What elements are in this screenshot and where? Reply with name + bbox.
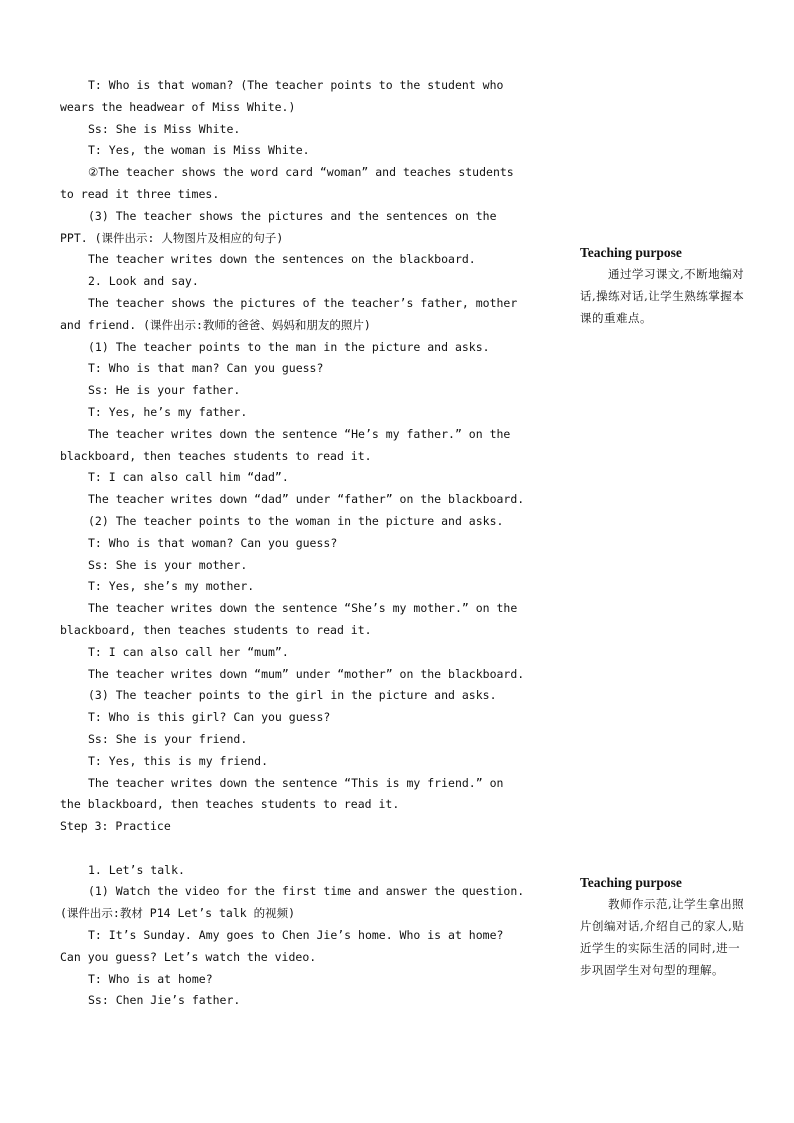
- paragraph: Ss: She is Miss White.: [88, 121, 241, 136]
- note-title: Teaching purpose: [580, 245, 682, 260]
- note-body: 教师作示范,让学生拿出照片创编对话,介绍自己的家人,贴近学生的实际生活的同时,进一步巩固学生对句型的理解。: [580, 897, 745, 977]
- teaching-purpose-note-1: [580, 243, 752, 329]
- paragraph: Ss: He is your father.: [88, 383, 241, 398]
- paragraph: T: Who is that woman? (The teacher points to the student who wears the headwear of Miss White.): [60, 78, 504, 114]
- paragraph: Ss: She is your mother.: [88, 557, 248, 572]
- paragraph: T: Yes, he’s my father.: [88, 404, 248, 419]
- paragraph: The teacher writes down the sentence “This is my friend.” on the blackboard, then teaches students to read it.: [60, 775, 504, 812]
- paragraph: The teacher writes down the sentence “She’s my mother.” on the blackboard, then teaches students to read it.: [60, 601, 518, 637]
- paragraph: (3) The teacher shows the pictures and the sentences on the PPT. (课件出示: 人物图片及相应的句子): [60, 208, 497, 245]
- paragraph: T: Who is this girl? Can you guess?: [88, 710, 331, 725]
- paragraph: 2. Look and say.: [88, 274, 199, 289]
- paragraph: T: I can also call him “dad”.: [88, 470, 289, 485]
- paragraph: (3) The teacher points to the girl in the picture and asks.: [88, 688, 497, 703]
- note-title: Teaching purpose: [580, 875, 682, 890]
- paragraph: (1) The teacher points to the man in the picture and asks.: [88, 339, 490, 354]
- teaching-purpose-note-2: [580, 873, 752, 981]
- paragraph: T: It’s Sunday. Amy goes to Chen Jie’s home. Who is at home? Can you guess? Let’s watch the video.: [60, 928, 504, 964]
- paragraph: The teacher writes down the sentences on the blackboard.: [88, 252, 476, 267]
- paragraph: The teacher writes down “dad” under “father” on the blackboard.: [88, 492, 525, 507]
- step-heading: Step 3: Practice: [60, 819, 171, 834]
- lesson-plan-body: [60, 75, 530, 1012]
- paragraph: The teacher writes down “mum” under “mother” on the blackboard.: [88, 666, 525, 681]
- paragraph: The teacher shows the pictures of the teacher’s father, mother and friend. (课件出示:教师的爸爸、妈妈和朋友的照片): [60, 295, 518, 332]
- paragraph: ②The teacher shows the word card “woman” and teaches students to read it three times.: [60, 165, 514, 201]
- paragraph: Ss: Chen Jie’s father.: [88, 993, 241, 1008]
- note-body: 通过学习课文,不断地编对话,操练对话,让学生熟练掌握本课的重难点。: [580, 267, 745, 325]
- paragraph: The teacher writes down the sentence “He’s my father.” on the blackboard, then teaches students to read it.: [60, 426, 511, 463]
- paragraph: (2) The teacher points to the woman in the picture and asks.: [88, 513, 504, 528]
- blank-line: [60, 838, 530, 860]
- paragraph: T: Who is at home?: [88, 971, 213, 986]
- paragraph: T: Yes, she’s my mother.: [88, 579, 255, 594]
- paragraph: T: Yes, this is my friend.: [88, 753, 269, 768]
- paragraph: Ss: She is your friend.: [88, 731, 248, 746]
- paragraph: T: Who is that man? Can you guess?: [88, 361, 324, 376]
- paragraph: T: Yes, the woman is Miss White.: [88, 143, 310, 158]
- paragraph: T: I can also call her “mum”.: [88, 644, 289, 659]
- paragraph: T: Who is that woman? Can you guess?: [88, 535, 338, 550]
- paragraph: (1) Watch the video for the first time and answer the question. (课件出示:教材 P14 Let’s talk 的视频): [60, 884, 525, 921]
- paragraph: 1. Let’s talk.: [88, 862, 185, 877]
